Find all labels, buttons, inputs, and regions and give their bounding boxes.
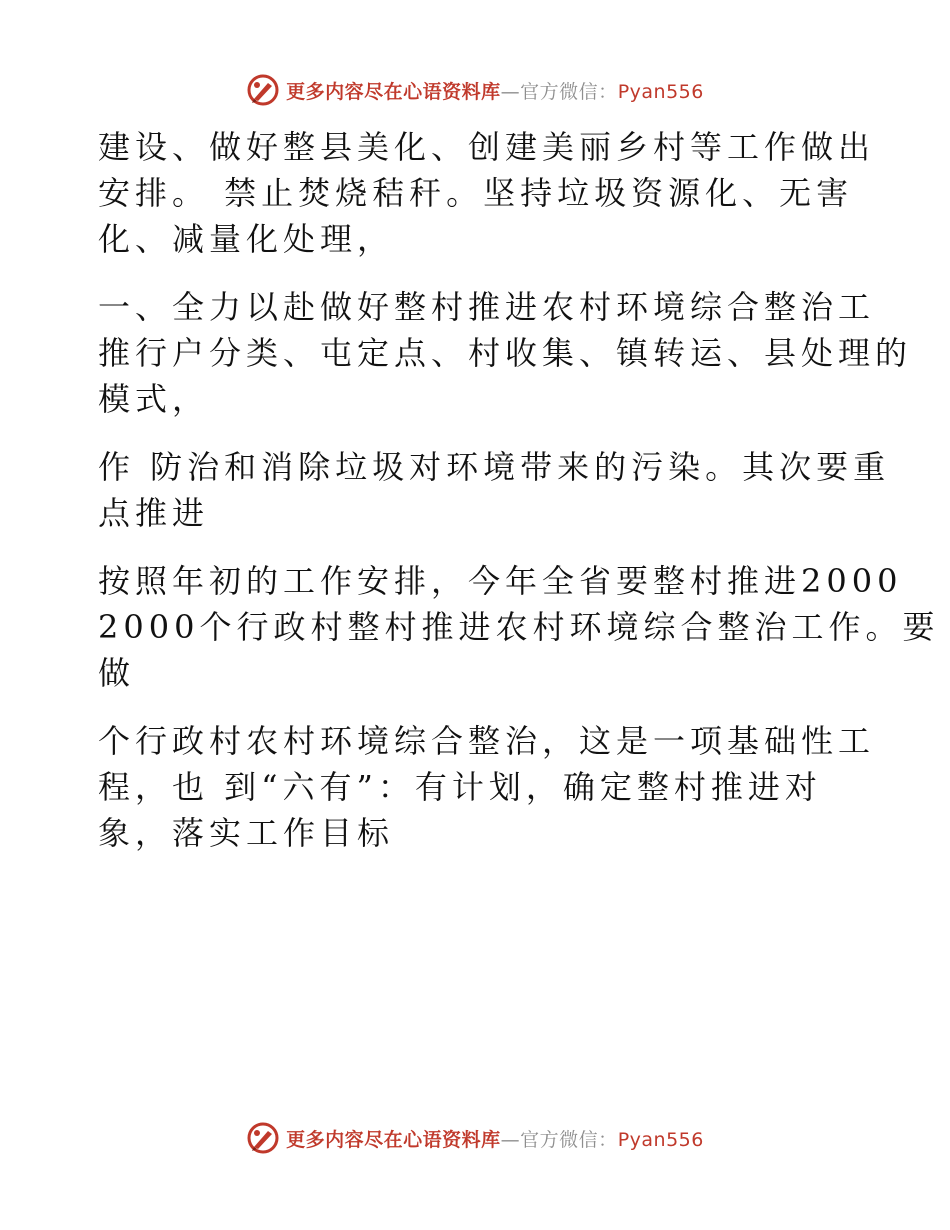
- paragraph-1: [98, 124, 888, 262]
- footer-slogan: 更多内容尽在心语资料库: [286, 1128, 501, 1151]
- text-line: 程，也 到“六有”：有计划，确定整村推进对: [98, 768, 822, 806]
- footer-dash: —: [500, 1128, 521, 1151]
- text-line: 2000个行政村整村推进农村环境综合整治工作。要: [98, 608, 940, 646]
- header-dash: —: [500, 80, 521, 103]
- header-slogan: 更多内容尽在心语资料库: [286, 80, 501, 103]
- text-line: 个行政村农村环境综合整治，这是一项基础性工: [98, 722, 876, 760]
- document-body: [98, 124, 940, 878]
- text-line: 按照年初的工作安排，今年全省要整村推进2000: [98, 562, 903, 600]
- header-banner: [0, 70, 950, 110]
- paragraph-4: [98, 558, 940, 696]
- header-wechat-id: Pyan556: [617, 80, 704, 103]
- text-line: 点推进: [98, 494, 210, 532]
- text-line: 一、全力以赴做好整村推进农村环境综合整治工: [98, 288, 876, 326]
- paragraph-5: [98, 718, 888, 856]
- text-line: 推行户分类、屯定点、村收集、镇转运、县处理的: [98, 334, 913, 372]
- text-line: 象，落实工作目标: [98, 814, 395, 852]
- footer-wechat-label: 官方微信：: [520, 1128, 618, 1151]
- text-line: 作 防治和消除垃圾对环境带来的污染。其次要重: [98, 448, 891, 486]
- text-line: 做: [98, 654, 136, 692]
- pen-logo-icon: [246, 1121, 280, 1155]
- footer-wechat-id: Pyan556: [617, 1128, 704, 1151]
- paragraph-3: [98, 444, 891, 536]
- paragraph-2: [98, 284, 913, 422]
- text-line: 模式，: [98, 380, 210, 418]
- text-line: 建设、做好整县美化、创建美丽乡村等工作做出: [98, 128, 876, 166]
- pen-logo-icon: [246, 73, 280, 107]
- text-line: 化、减量化处理，: [98, 220, 395, 258]
- header-wechat-label: 官方微信：: [520, 80, 618, 103]
- text-line: 安排。 禁止焚烧秸秆。坚持垃圾资源化、无害: [98, 174, 854, 212]
- footer-banner: [0, 1118, 950, 1158]
